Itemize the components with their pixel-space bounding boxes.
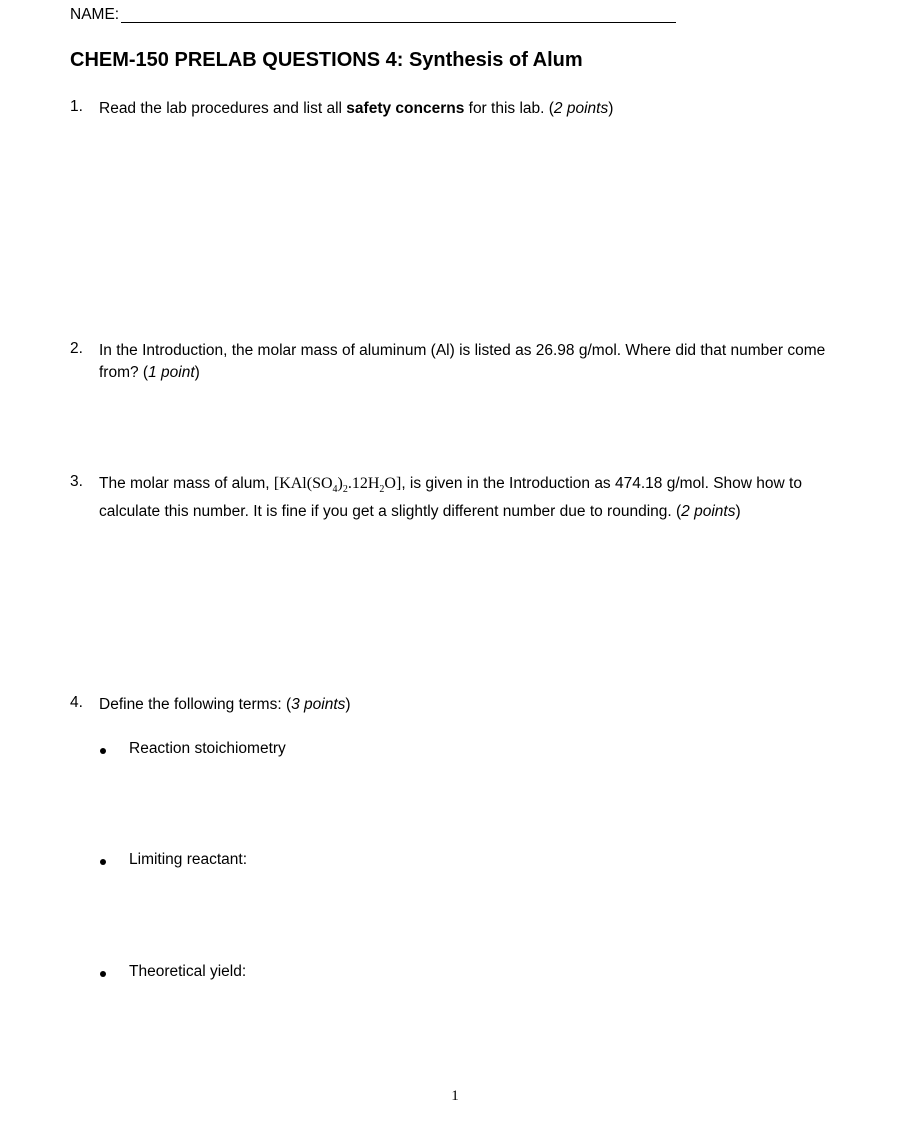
bullet-icon: [100, 748, 106, 754]
page-title: CHEM-150 PRELAB QUESTIONS 4: Synthesis of Alum: [70, 49, 583, 71]
question-3-text: The molar mass of alum, $[KAl(SO_4)_2.12H_2O]$, is given in the Introduction as 474.18 g/mol. Show how to calculate this number. It is fine if you get a slightly different number due to rounding. (2 points): [99, 475, 802, 521]
question-2-number: 2.: [70, 340, 83, 357]
question-1-text: Read the lab procedures and list all safety concerns for this lab. (2 points): [99, 100, 614, 117]
alum-formula: $[KAl(SO_4)_2.12H_2O]$: [273, 475, 402, 496]
page-number: 1: [451, 1088, 459, 1104]
name-label: NAME:: [70, 6, 120, 23]
safety-concerns-emphasis: safety concerns: [346, 100, 465, 117]
question-2-text: In the Introduction, the molar mass of aluminum (Al) is listed as 26.98 g/mol. Where did that number come from? (1 point): [99, 342, 826, 381]
bullet-icon: [100, 971, 106, 977]
question-4-text: Define the following terms: (3 points): [99, 696, 351, 713]
question-4-number: 4.: [70, 694, 83, 711]
bullet-icon: [100, 859, 106, 865]
question-3-number: 3.: [70, 473, 83, 490]
question-1-number: 1.: [70, 98, 83, 115]
term-theoretical-yield: Theoretical yield:: [129, 963, 247, 980]
name-line: [121, 22, 676, 23]
term-limiting-reactant: Limiting reactant:: [129, 851, 248, 868]
term-reaction-stoichiometry: Reaction stoichiometry: [129, 740, 286, 757]
